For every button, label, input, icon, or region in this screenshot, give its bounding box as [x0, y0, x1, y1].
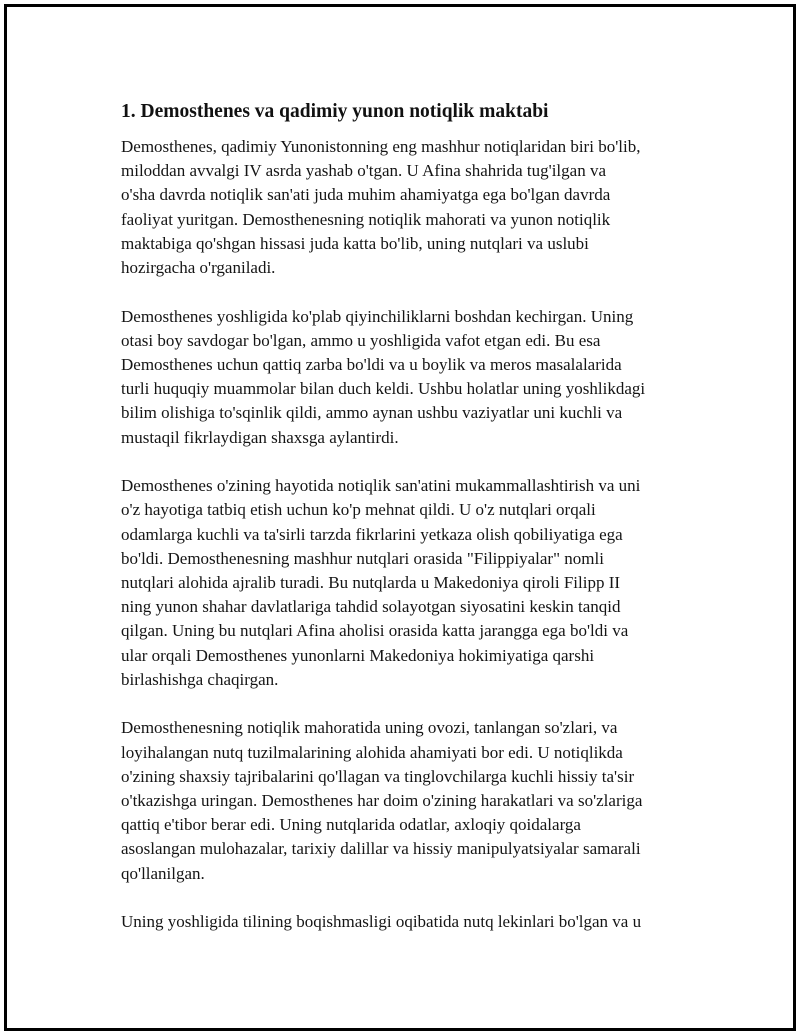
- text-line: qilgan. Uning bu nutqlari Afina aholisi orasida katta jarangga ega bo'ldi va: [121, 621, 629, 641]
- text-line: o'zining shaxsiy tajribalarini qo'llagan va tinglovchilarga kuchli hissiy ta'sir: [121, 766, 635, 786]
- text-line: turli huquqiy muammolar bilan duch keldi. Ushbu holatlar uning yoshlikdagi: [121, 379, 646, 399]
- text-line: ning yunon shahar davlatlariga tahdid solayotgan siyosatini keskin tanqid: [121, 597, 621, 617]
- text-line: mustaqil fikrlaydigan shaxsga aylantirdi.: [121, 427, 399, 447]
- text-line: o'sha davrda notiqlik san'ati juda muhim ahamiyatga ega bo'lgan davrda: [121, 185, 611, 205]
- document-title: 1. Demosthenes va qadimiy yunon notiqlik maktabi: [121, 101, 549, 122]
- text-line: Demosthenes uchun qattiq zarba bo'ldi va u boylik va meros masalalarida: [121, 355, 622, 375]
- document-body: [121, 99, 701, 959]
- text-line: Uning yoshligida tilining boqishmasligi oqibatida nutq lekinlari bo'lgan va u: [121, 912, 642, 932]
- text-line: Demosthenes, qadimiy Yunonistonning eng mashhur notiqlaridan biri bo'lib,: [121, 137, 641, 156]
- paragraph: [121, 474, 701, 692]
- text-line: Demosthenes o'zining hayotida notiqlik san'atini mukammallashtirish va uni: [121, 476, 641, 496]
- text-line: miloddan avvalgi IV asrda yashab o'tgan. U Afina shahrida tug'ilgan va: [121, 161, 606, 181]
- paragraph: [121, 716, 701, 885]
- text-line: hozirgacha o'rganiladi.: [121, 258, 276, 278]
- paragraph: [121, 305, 701, 450]
- text-line: asoslangan mulohazalar, tarixiy dalillar va hissiy manipulyatsiyalar samarali: [121, 839, 641, 859]
- text-line: nutqlari alohida ajralib turadi. Bu nutqlarda u Makedoniya qiroli Filipp II: [121, 573, 621, 593]
- page-frame: [4, 4, 796, 1031]
- paragraph: [121, 910, 701, 934]
- text-line: bo'ldi. Demosthenesning mashhur nutqlari orasida "Filippiyalar" nomli: [121, 548, 604, 568]
- text-line: bilim olishiga to'sqinlik qildi, ammo aynan ushbu vaziyatlar uni kuchli va: [121, 403, 623, 423]
- text-line: ular orqali Demosthenes yunonlarni Makedoniya hokimiyatiga qarshi: [121, 645, 595, 665]
- text-line: loyihalangan nutq tuzilmalarining alohida ahamiyati bor edi. U notiqlikda: [121, 742, 623, 762]
- paragraph: [121, 135, 701, 280]
- paragraph-list: [121, 135, 701, 934]
- text-line: otasi boy savdogar bo'lgan, ammo u yoshligida vafot etgan edi. Bu esa: [121, 330, 601, 350]
- text-line: qattiq e'tibor berar edi. Uning nutqlarida odatlar, axloqiy qoidalarga: [121, 815, 581, 835]
- text-line: Demosthenes yoshligida ko'plab qiyinchiliklarni boshdan kechirgan. Uning: [121, 306, 634, 326]
- text-line: Demosthenesning notiqlik mahoratida uning ovozi, tanlangan so'zlari, va: [121, 718, 618, 738]
- text-line: birlashishga chaqirgan.: [121, 669, 279, 689]
- text-line: qo'llanilgan.: [121, 863, 205, 883]
- text-line: maktabiga qo'shgan hissasi juda katta bo'lib, uning nutqlari va uslubi: [121, 233, 589, 253]
- text-line: o'tkazishga uringan. Demosthenes har doim o'zining harakatlari va so'zlariga: [121, 791, 643, 811]
- text-line: faoliyat yuritgan. Demosthenesning notiqlik mahorati va yunon notiqlik: [121, 209, 611, 229]
- text-line: odamlarga kuchli va ta'sirli tarzda fikrlarini yetkaza olish qobiliyatiga ega: [121, 524, 623, 544]
- text-line: o'z hayotiga tatbiq etish uchun ko'p mehnat qildi. U o'z nutqlari orqali: [121, 500, 596, 520]
